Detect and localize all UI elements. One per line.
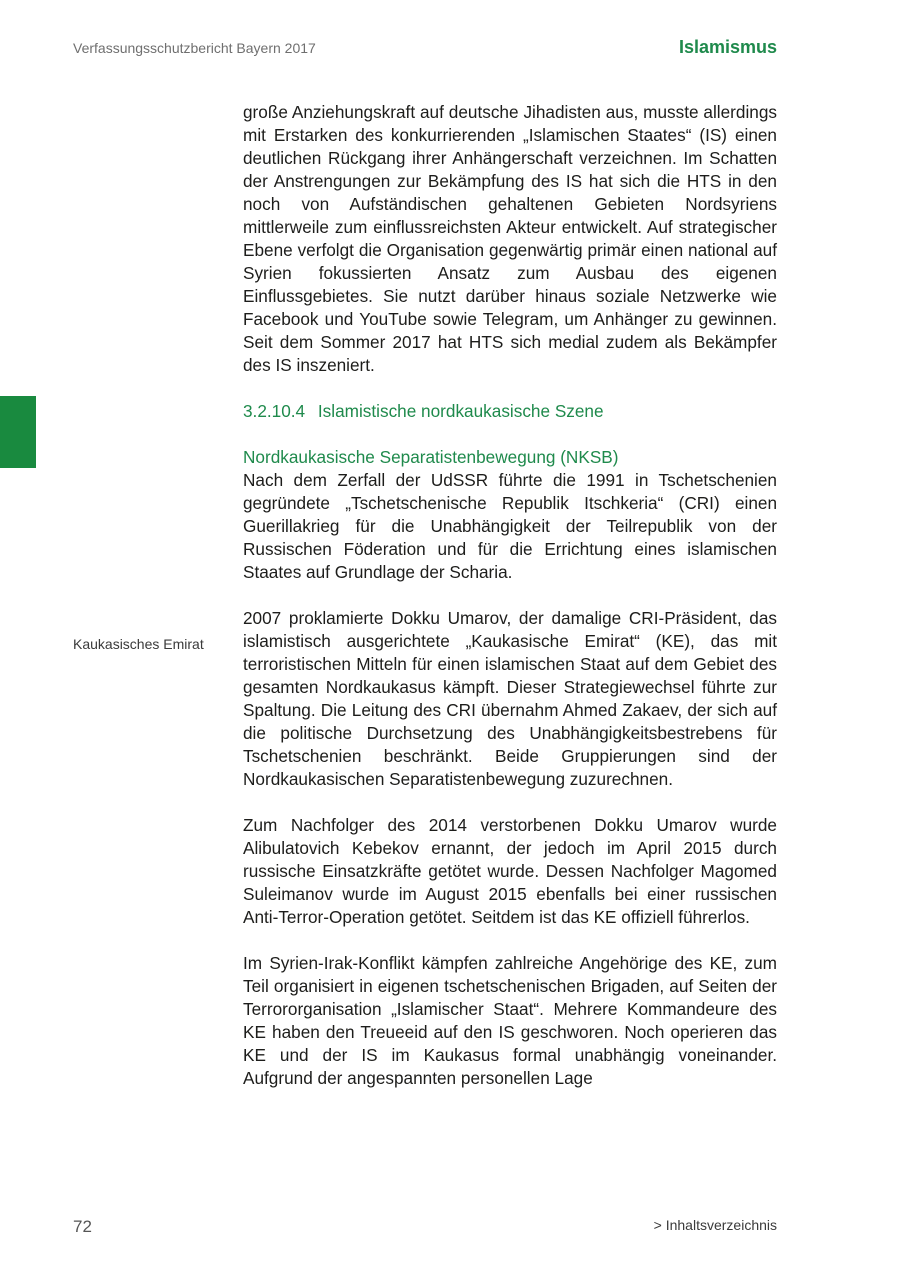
section-heading — [243, 400, 777, 423]
table-of-contents-link[interactable]: > Inhaltsverzeichnis — [653, 1217, 777, 1233]
margin-note: Kaukasisches Emirat — [73, 636, 204, 652]
running-header-publication: Verfassungsschutzbericht Bayern 2017 — [73, 40, 316, 56]
body-paragraph: 2007 proklamierte Dokku Umarov, der damalige CRI-Präsident, das islamistisch ausgerichtete „Kaukasische Emirat“ (KE), das mit terroristischen Mitteln für einen islamischen Staat auf dem Gebiet des gesamten Nordkaukasus kämpft. Dieser Strategiewechsel führte zur Spaltung. Die Leitung des CRI übernahm Ahmed Zakaev, der sich auf die politische Durchsetzung des Unabhängigkeitsbestrebens für Tschetschenien beschränkt. Beide Gruppierungen sind der Nordkaukasischen Separatistenbewegung zuzurechnen. — [243, 608, 777, 789]
subheading: Nordkaukasische Separatistenbewegung (NKSB) — [243, 447, 619, 467]
running-header-chapter: Islamismus — [678, 37, 777, 57]
page-number: 72 — [73, 1217, 92, 1236]
body-paragraph: Zum Nachfolger des 2014 verstorbenen Dokku Umarov wurde Alibulatovich Kebekov ernannt, der jedoch im April 2015 durch russische Einsatzkräfte getötet wurde. Dessen Nachfolger Magomed Suleimanov wurde im August 2015 ebenfalls bei einer russischen Anti-Terror-Operation getötet. Seitdem ist das KE offiziell führerlos. — [243, 815, 777, 927]
body-paragraph: Nach dem Zerfall der UdSSR führte die 1991 in Tschetschenien gegründete „Tschetschenische Republik Itschkeria“ (CRI) einen Guerillakrieg für die Unabhängigkeit der Teilrepublik von der Russischen Föderation und für die Errichtung eines islamischen Staates auf Grundlage der Scharia. — [243, 470, 777, 582]
section-title: Islamistische nordkaukasische Szene — [317, 401, 604, 421]
body-paragraph: große Anziehungskraft auf deutsche Jihadisten aus, musste allerdings mit Erstarken des konkurrierenden „Islamischen Staates“ (IS) einen deutlichen Rückgang ihrer Anhängerschaft verzeichnen. Im Schatten der Anstrengungen zur Bekämpfung des IS hat sich die HTS in den noch von Aufständischen gehaltenen Gebieten Nordsyriens mittlerweile zum einflussreichsten Akteur entwickelt. Auf strategischer Ebene verfolgt die Organisation gegenwärtig primär einen national auf Syrien fokussierten Ansatz zum Ausbau des eigenen Einflussgebietes. Sie nutzt darüber hinaus soziale Netzwerke wie Facebook und YouTube sowie Telegram, um Anhänger zu gewinnen. Seit dem Sommer 2017 hat HTS sich medial zudem als Bekämpfer des IS inszeniert. — [243, 102, 777, 375]
main-text-column — [243, 101, 777, 1090]
body-paragraph: Im Syrien-Irak-Konflikt kämpfen zahlreiche Angehörige des KE, zum Teil organisiert in eigenen tschetschenischen Brigaden, auf Seiten der Terrororganisation „Islamischer Staat“. Mehrere Kommandeure des KE haben den Treueeid auf den IS geschworen. Noch operieren das KE und der IS im Kaukasus formal unabhängig voneinander. Aufgrund der angespannten personellen Lage — [243, 953, 777, 1088]
section-number: 3.2.10.4 — [243, 401, 306, 421]
chapter-marker-tab — [0, 396, 36, 468]
